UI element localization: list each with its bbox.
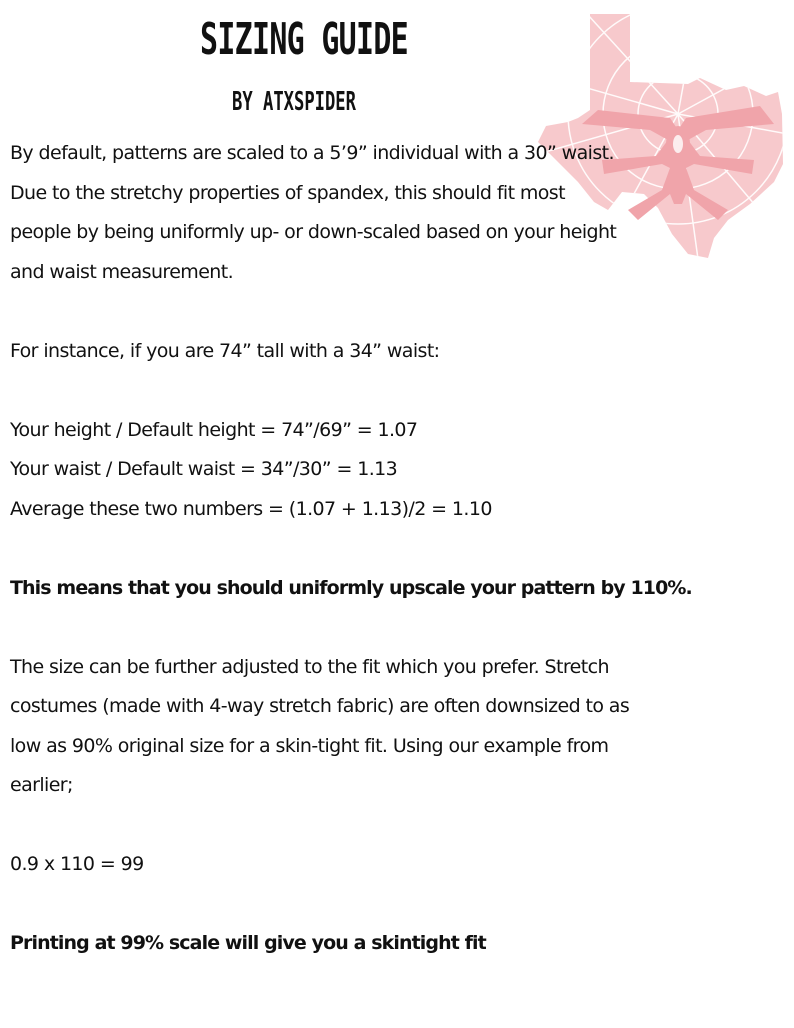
document-body xyxy=(10,134,790,964)
intro-line: By default, patterns are scaled to a 5’9” individual with a 30” waist. xyxy=(10,142,614,164)
final-note: Printing at 99% scale will give you a skintight fit xyxy=(10,932,486,954)
paragraph-gap xyxy=(10,529,790,569)
intro-line: people by being uniformly up- or down-scaled based on your height xyxy=(10,221,617,243)
calculation-line: Your waist / Default waist = 34”/30” = 1.13 xyxy=(10,458,398,480)
paragraph-gap xyxy=(10,292,790,332)
adjustment-line: earlier; xyxy=(10,774,73,796)
example-intro: For instance, if you are 74” tall with a 34” waist: xyxy=(10,339,440,362)
adjustment-line: The size can be further adjusted to the fit which you prefer. Stretch xyxy=(10,655,609,678)
paragraph-gap xyxy=(10,806,790,846)
intro-line: Due to the stretchy properties of spandex, this should fit most xyxy=(10,181,565,204)
conclusion-text: This means that you should uniformly upscale your pattern by 110%. xyxy=(10,576,692,599)
page-byline: BY ATXSPIDER xyxy=(232,87,356,117)
page-title: SIZING GUIDE xyxy=(200,14,409,65)
adjustment-line: costumes (made with 4-way stretch fabric) are often downsized to as xyxy=(10,695,630,717)
paragraph-gap xyxy=(10,885,790,925)
paragraph-gap xyxy=(10,608,790,648)
calculation-line: Your height / Default height = 74”/69” = 1.07 xyxy=(10,418,418,441)
formula-text: 0.9 x 110 = 99 xyxy=(10,853,144,875)
adjustment-line: low as 90% original size for a skin-tight fit. Using our example from xyxy=(10,734,609,757)
paragraph-gap xyxy=(10,371,790,411)
intro-line: and waist measurement. xyxy=(10,260,234,283)
calculation-line: Average these two numbers = (1.07 + 1.13)/2 = 1.10 xyxy=(10,497,492,520)
